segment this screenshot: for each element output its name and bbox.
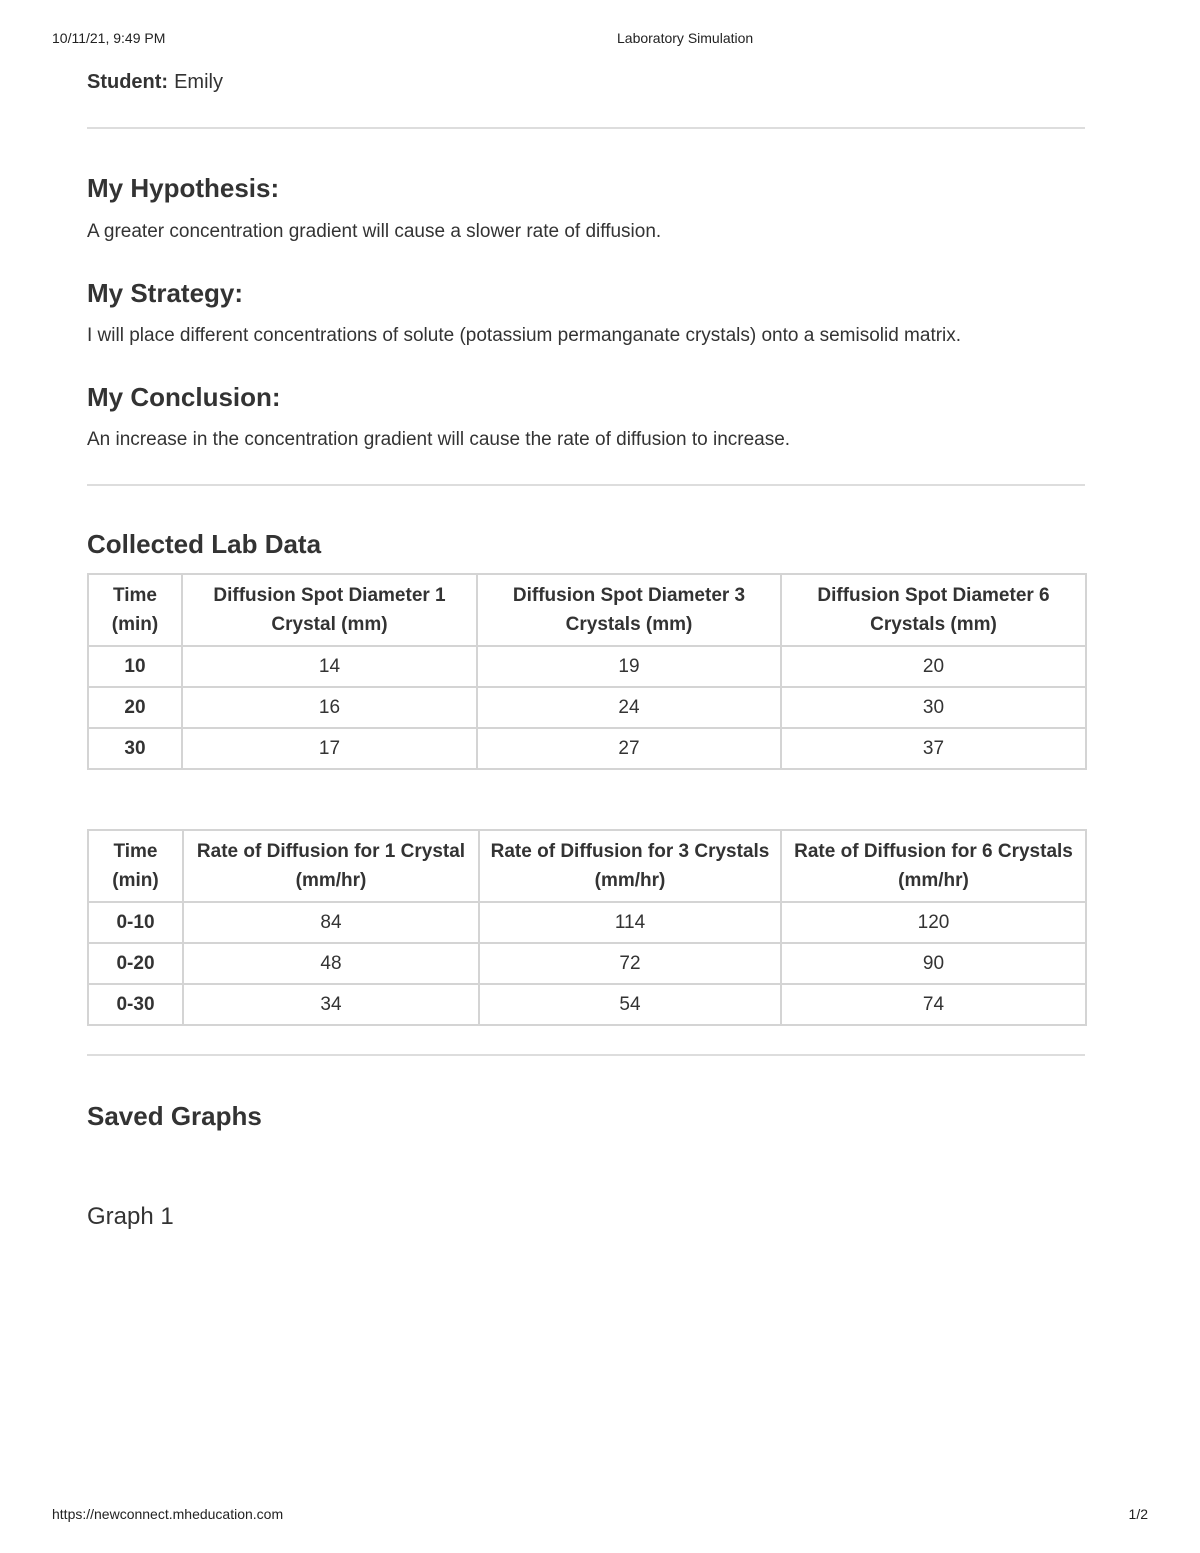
- column-header: Diffusion Spot Diameter 6 Crystals (mm): [781, 574, 1086, 646]
- table-cell: 17: [182, 728, 477, 769]
- table-row: [88, 728, 1086, 769]
- table-cell: 90: [781, 943, 1086, 984]
- table-cell: 74: [781, 984, 1086, 1025]
- table-cell: 27: [477, 728, 781, 769]
- student-name: Emily: [174, 71, 223, 93]
- table-cell: 14: [182, 646, 477, 687]
- time-range-cell: 0-30: [88, 984, 183, 1025]
- divider: [87, 484, 1085, 486]
- table-cell: 24: [477, 687, 781, 728]
- table-cell: 19: [477, 646, 781, 687]
- table-row: [88, 943, 1086, 984]
- table-row: [88, 687, 1086, 728]
- table-cell: 54: [479, 984, 781, 1025]
- divider: [87, 127, 1085, 129]
- student-line: [87, 68, 1085, 96]
- column-header: Rate of Diffusion for 6 Crystals (mm/hr): [781, 830, 1086, 902]
- conclusion-text: An increase in the concentration gradient will cause the rate of diffusion to increase.: [87, 429, 791, 450]
- table-cell: 37: [781, 728, 1086, 769]
- table-header-row: [88, 830, 1086, 902]
- table-cell: 48: [183, 943, 479, 984]
- print-header: [52, 30, 1148, 48]
- table-cell: 114: [479, 902, 781, 943]
- column-header: Time (min): [88, 574, 182, 646]
- table-row: [88, 646, 1086, 687]
- report-content: [87, 68, 1085, 1232]
- table-row: [88, 902, 1086, 943]
- column-header: Diffusion Spot Diameter 1 Crystal (mm): [182, 574, 477, 646]
- table-cell: 20: [781, 646, 1086, 687]
- page-number: 1/2: [1128, 1506, 1148, 1522]
- strategy-title: My Strategy:: [87, 278, 244, 308]
- saved-graphs-title: Saved Graphs: [87, 1101, 262, 1131]
- column-header: Rate of Diffusion for 1 Crystal (mm/hr): [183, 830, 479, 902]
- time-cell: 10: [88, 646, 182, 687]
- print-url: https://newconnect.mheducation.com: [52, 1506, 284, 1522]
- table-cell: 16: [182, 687, 477, 728]
- print-page-title: Laboratory Simulation: [617, 30, 754, 46]
- hypothesis-text: A greater concentration gradient will cause a slower rate of diffusion.: [87, 221, 662, 242]
- table-cell: 72: [479, 943, 781, 984]
- divider: [87, 1054, 1085, 1056]
- table-cell: 30: [781, 687, 1086, 728]
- lab-data-title: Collected Lab Data: [87, 529, 322, 559]
- table-header-row: [88, 574, 1086, 646]
- table-row: [88, 984, 1086, 1025]
- strategy-text: I will place different concentrations of solute (potassium permanganate crystals) onto a semisolid matrix.: [87, 325, 962, 346]
- table-cell: 34: [183, 984, 479, 1025]
- column-header: Time (min): [88, 830, 183, 902]
- time-range-cell: 0-20: [88, 943, 183, 984]
- time-cell: 20: [88, 687, 182, 728]
- time-cell: 30: [88, 728, 182, 769]
- table-cell: 84: [183, 902, 479, 943]
- diameter-table: [87, 573, 1087, 770]
- print-datetime: 10/11/21, 9:49 PM: [52, 30, 166, 46]
- conclusion-title: My Conclusion:: [87, 382, 281, 412]
- graph-label: Graph 1: [87, 1203, 174, 1230]
- time-range-cell: 0-10: [88, 902, 183, 943]
- hypothesis-title: My Hypothesis:: [87, 173, 280, 203]
- rate-table: [87, 829, 1087, 1026]
- print-footer: [52, 1506, 1148, 1524]
- table-cell: 120: [781, 902, 1086, 943]
- column-header: Diffusion Spot Diameter 3 Crystals (mm): [477, 574, 781, 646]
- student-label: Student:: [87, 71, 169, 93]
- column-header: Rate of Diffusion for 3 Crystals (mm/hr): [479, 830, 781, 902]
